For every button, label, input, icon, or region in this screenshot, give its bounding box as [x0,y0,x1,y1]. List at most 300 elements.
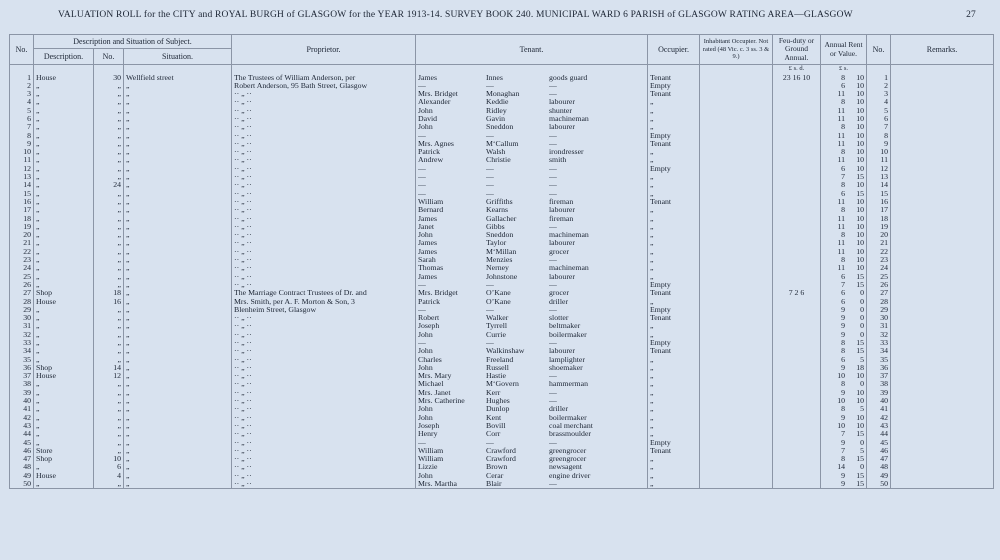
row-description: „ [34,439,94,447]
row-occupier: Tenant [648,314,700,322]
row-remarks [891,74,994,82]
row-annual-rent [821,364,867,372]
row-feu-duty [773,239,821,247]
table-row [10,206,994,214]
row-number: 50 [10,480,34,489]
row-occupier: „ [648,430,700,438]
row-feu-duty [773,156,821,164]
tenant-occupation: — [549,480,557,489]
row-house-number: „ [94,190,124,198]
row-tenant [416,223,648,231]
row-annual-rent [821,463,867,471]
row-house-number: „ [94,273,124,281]
row-tenant [416,447,648,455]
row-house-number: „ [94,198,124,206]
tenant-surname: Keddie [486,98,509,107]
rent-pounds: 9 [841,305,845,314]
row-inhabitant [700,422,773,430]
row-number: 46 [10,447,34,455]
row-inhabitant [700,82,773,90]
row-number-right: 41 [867,405,891,413]
row-inhabitant [700,314,773,322]
row-description: Shop [34,455,94,463]
tenant-occupation: beltmaker [549,322,581,331]
rent-units: £ s. [821,65,867,74]
tenant-surname: Sneddon [486,123,514,132]
tenant-first-name: James [418,73,438,82]
col-num-header: No. [94,49,124,65]
row-feu-duty [773,82,821,90]
rent-pounds: 7 [841,430,845,439]
row-occupier: „ [648,148,700,156]
row-situation: „ [124,148,232,156]
row-number: 39 [10,389,34,397]
row-feu-duty [773,364,821,372]
row-inhabitant [700,306,773,314]
table-row [10,148,994,156]
row-annual-rent [821,314,867,322]
row-remarks [891,372,994,380]
row-number-right: 5 [867,107,891,115]
row-proprietor: ·· „ ·· [232,156,416,164]
rent-pounds: 6 [841,164,845,173]
row-number-right: 26 [867,281,891,289]
row-inhabitant [700,298,773,306]
row-proprietor: ·· „ ·· [232,198,416,206]
row-description: „ [34,148,94,156]
row-tenant [416,90,648,98]
row-situation: „ [124,414,232,422]
rent-shillings: 5 [860,405,864,414]
row-situation: „ [124,480,232,489]
row-feu-duty [773,298,821,306]
rent-shillings: 10 [856,222,864,231]
row-number-right: 43 [867,422,891,430]
row-annual-rent [821,273,867,281]
rent-shillings: 18 [856,363,864,372]
row-feu-duty: 23 16 10 [773,74,821,82]
row-tenant [416,380,648,388]
row-annual-rent [821,74,867,82]
row-remarks [891,107,994,115]
row-proprietor: ·· „ ·· [232,181,416,189]
row-situation: „ [124,156,232,164]
row-number: 20 [10,231,34,239]
row-feu-duty [773,372,821,380]
row-remarks [891,82,994,90]
row-house-number: „ [94,356,124,364]
rent-shillings: 0 [860,322,864,331]
row-occupier: „ [648,405,700,413]
rent-shillings: 10 [856,123,864,132]
row-annual-rent [821,248,867,256]
row-feu-duty [773,98,821,106]
row-annual-rent [821,430,867,438]
row-remarks [891,239,994,247]
tenant-surname: Christie [486,156,511,165]
row-annual-rent [821,173,867,181]
row-occupier: „ [648,156,700,164]
row-description: „ [34,273,94,281]
row-remarks [891,90,994,98]
row-house-number: „ [94,90,124,98]
tenant-surname: O’Kane [486,289,511,298]
row-feu-duty [773,173,821,181]
row-house-number: „ [94,239,124,247]
row-description: „ [34,206,94,214]
row-number: 15 [10,190,34,198]
rent-pounds: 8 [841,455,845,464]
tenant-surname: — [486,131,494,140]
row-tenant [416,248,648,256]
row-proprietor: ·· „ ·· [232,215,416,223]
row-occupier: „ [648,123,700,131]
row-description: „ [34,115,94,123]
tenant-surname: Hughes [486,397,510,406]
col-no-header: No. [10,35,34,65]
row-number-right: 30 [867,314,891,322]
row-situation: „ [124,356,232,364]
row-occupier: „ [648,422,700,430]
row-occupier: „ [648,107,700,115]
row-feu-duty [773,322,821,330]
row-tenant [416,430,648,438]
row-inhabitant [700,447,773,455]
tenant-occupation: — [549,397,557,406]
row-remarks [891,314,994,322]
row-occupier: „ [648,322,700,330]
row-proprietor: ·· „ ·· [232,123,416,131]
rent-shillings: 10 [856,197,864,206]
row-description: „ [34,380,94,388]
row-house-number: 12 [94,372,124,380]
row-occupier: „ [648,331,700,339]
row-remarks [891,248,994,256]
row-tenant [416,422,648,430]
row-remarks [891,273,994,281]
row-number-right: 34 [867,347,891,355]
row-feu-duty [773,455,821,463]
rent-pounds: 9 [841,330,845,339]
row-annual-rent [821,181,867,189]
row-number: 37 [10,372,34,380]
row-description: „ [34,339,94,347]
tenant-first-name: James [418,214,438,223]
row-remarks [891,173,994,181]
table-row [10,140,994,148]
row-inhabitant [700,472,773,480]
row-description: „ [34,165,94,173]
row-description: „ [34,281,94,289]
tenant-surname: Hastie [486,372,506,381]
row-inhabitant [700,132,773,140]
tenant-first-name: William [418,446,444,455]
rent-shillings: 15 [856,280,864,289]
row-occupier: „ [648,414,700,422]
rent-pounds: 9 [841,363,845,372]
row-feu-duty [773,140,821,148]
table-row [10,190,994,198]
row-house-number: 6 [94,463,124,471]
tenant-first-name: Michael [418,380,444,389]
row-remarks [891,339,994,347]
tenant-occupation: labourer [549,98,575,107]
row-feu-duty [773,480,821,489]
row-inhabitant [700,356,773,364]
table-row [10,248,994,256]
row-feu-duty [773,422,821,430]
row-situation: „ [124,264,232,272]
tenant-first-name: — [418,305,426,314]
row-tenant [416,347,648,355]
row-number-right: 48 [867,463,891,471]
table-row [10,132,994,140]
row-feu-duty [773,90,821,98]
row-house-number: „ [94,331,124,339]
row-remarks [891,256,994,264]
row-annual-rent [821,372,867,380]
rent-shillings: 15 [856,189,864,198]
row-annual-rent [821,331,867,339]
row-occupier: Tenant [648,74,700,82]
row-number-right: 45 [867,439,891,447]
row-number-right: 21 [867,239,891,247]
tenant-surname: — [486,280,494,289]
row-number: 43 [10,422,34,430]
row-number-right: 46 [867,447,891,455]
table-row [10,380,994,388]
row-house-number: „ [94,405,124,413]
tenant-surname: Dunlop [486,405,510,414]
row-situation: „ [124,447,232,455]
tenant-surname: Taylor [486,239,507,248]
tenant-first-name: Mrs. Mary [418,372,452,381]
page-header [0,6,1000,22]
tenant-surname: Freeland [486,355,514,364]
tenant-surname: Walker [486,314,509,323]
row-occupier: „ [648,273,700,281]
rent-pounds: 11 [837,106,845,115]
row-occupier: Empty [648,439,700,447]
row-tenant [416,314,648,322]
tenant-occupation: hammerman [549,380,588,389]
row-description: House [34,298,94,306]
row-situation: „ [124,206,232,214]
row-house-number: „ [94,206,124,214]
row-occupier: „ [648,389,700,397]
row-inhabitant [700,455,773,463]
rent-pounds: 11 [837,247,845,256]
row-number: 21 [10,239,34,247]
table-row [10,331,994,339]
row-inhabitant [700,123,773,131]
row-inhabitant [700,339,773,347]
rent-pounds: 8 [841,98,845,107]
tenant-occupation: — [549,222,557,231]
row-feu-duty [773,181,821,189]
row-number-right: 40 [867,397,891,405]
rent-pounds: 7 [841,446,845,455]
row-annual-rent [821,472,867,480]
row-description: Shop [34,289,94,297]
row-description: Store [34,447,94,455]
tenant-first-name: John [418,363,433,372]
rent-pounds: 11 [837,197,845,206]
row-description: „ [34,422,94,430]
tenant-occupation: brassmoulder [549,430,592,439]
row-tenant [416,156,648,164]
row-house-number: „ [94,98,124,106]
row-description: „ [34,356,94,364]
row-remarks [891,306,994,314]
table-row [10,107,994,115]
row-situation: „ [124,248,232,256]
row-tenant [416,198,648,206]
rent-pounds: 11 [837,90,845,99]
row-remarks [891,123,994,131]
row-feu-duty [773,331,821,339]
tenant-surname: M‘Millan [486,247,517,256]
row-feu-duty [773,115,821,123]
tenant-first-name: — [418,438,426,447]
row-inhabitant [700,405,773,413]
tenant-occupation: — [549,189,557,198]
row-situation: „ [124,430,232,438]
table-row [10,463,994,471]
row-remarks [891,215,994,223]
tenant-occupation: labourer [549,347,575,356]
row-situation: „ [124,322,232,330]
row-annual-rent [821,132,867,140]
row-situation: „ [124,132,232,140]
row-feu-duty [773,306,821,314]
tenant-surname: Brown [486,463,508,472]
tenant-surname: Currie [486,330,506,339]
row-description: House [34,74,94,82]
row-proprietor: ·· „ ·· [232,447,416,455]
row-inhabitant [700,223,773,231]
tenant-surname: Menzies [486,256,513,265]
row-house-number: 18 [94,289,124,297]
tenant-first-name: — [418,339,426,347]
table-row [10,306,994,314]
row-description: „ [34,414,94,422]
row-situation: Wellfield street [124,74,232,82]
row-situation: „ [124,98,232,106]
rent-pounds: 11 [837,139,845,148]
row-description: „ [34,256,94,264]
row-proprietor: ·· „ ·· [232,430,416,438]
row-description: „ [34,198,94,206]
rent-pounds: 7 [841,173,845,182]
tenant-surname: Johnstone [486,272,518,281]
row-feu-duty [773,248,821,256]
row-annual-rent [821,414,867,422]
row-inhabitant [700,439,773,447]
row-number: 32 [10,331,34,339]
row-situation: „ [124,107,232,115]
row-description: „ [34,306,94,314]
row-annual-rent [821,389,867,397]
row-remarks [891,439,994,447]
row-tenant [416,123,648,131]
row-tenant [416,356,648,364]
row-proprietor: ·· „ ·· [232,339,416,347]
row-number: 18 [10,215,34,223]
row-inhabitant [700,190,773,198]
row-tenant [416,306,648,314]
row-number: 41 [10,405,34,413]
row-tenant [416,455,648,463]
row-remarks [891,389,994,397]
row-description: „ [34,132,94,140]
tenant-first-name: Mrs. Bridget [418,90,458,99]
row-remarks [891,140,994,148]
row-description: „ [34,231,94,239]
row-occupier: Empty [648,82,700,90]
row-tenant [416,231,648,239]
row-tenant [416,215,648,223]
row-tenant [416,165,648,173]
tenant-first-name: Alexander [418,98,451,107]
row-situation: „ [124,82,232,90]
rent-shillings: 10 [856,231,864,240]
row-proprietor: ·· „ ·· [232,463,416,471]
row-number-right: 6 [867,115,891,123]
col-remarks-header: Remarks. [891,35,994,65]
rent-shillings: 15 [856,173,864,182]
feu-units: £ s. d. [773,65,821,74]
row-situation: „ [124,380,232,388]
row-proprietor: ·· „ ·· [232,347,416,355]
row-inhabitant [700,480,773,489]
row-inhabitant [700,98,773,106]
row-proprietor: ·· „ ·· [232,322,416,330]
rent-pounds: 9 [841,314,845,323]
row-tenant [416,98,648,106]
table-row [10,339,994,347]
tenant-surname: — [486,339,494,347]
row-occupier: „ [648,173,700,181]
row-number-right: 19 [867,223,891,231]
tenant-surname: Kearns [486,206,509,215]
row-annual-rent [821,206,867,214]
row-tenant [416,397,648,405]
row-number-right: 1 [867,74,891,82]
rent-pounds: 11 [837,264,845,273]
row-proprietor: ·· „ ·· [232,356,416,364]
row-tenant [416,364,648,372]
row-proprietor: Mrs. Smith, per A. F. Morton & Son, 3 [232,298,416,306]
row-number: 22 [10,248,34,256]
row-remarks [891,223,994,231]
row-remarks [891,356,994,364]
row-occupier: Empty [648,132,700,140]
row-house-number: „ [94,430,124,438]
row-remarks [891,298,994,306]
row-house-number: „ [94,414,124,422]
rent-pounds: 8 [841,231,845,240]
row-number-right: 23 [867,256,891,264]
row-house-number: „ [94,156,124,164]
rent-shillings: 0 [860,463,864,472]
tenant-occupation: — [549,139,557,148]
rent-pounds: 9 [841,388,845,397]
row-description: „ [34,314,94,322]
table-row [10,314,994,322]
row-inhabitant [700,273,773,281]
row-tenant [416,389,648,397]
